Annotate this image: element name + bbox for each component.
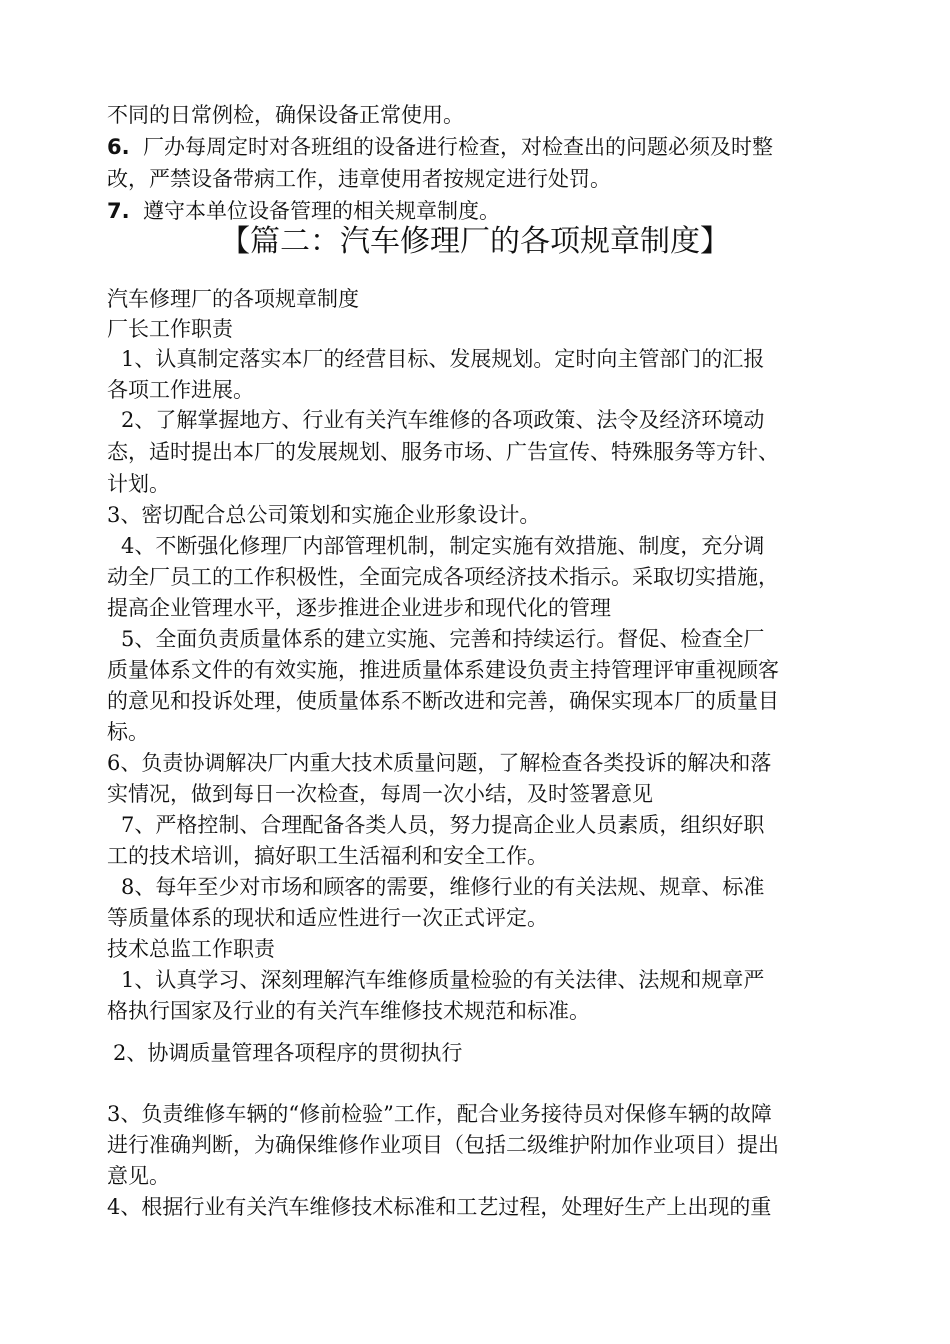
- manager-duty-line: 6、负责协调解决厂内重大技术质量问题，了解检查各类投诉的解决和落: [107, 751, 772, 775]
- manager-duty-line: 质量体系文件的有效实施，推进质量体系建设负责主持管理评审重视顾客: [107, 658, 779, 682]
- manager-duty-line: 工的技术培训，搞好职工生活福利和安全工作。: [107, 844, 548, 868]
- section-title: 【篇二：汽车修理厂的各项规章制度】: [220, 224, 730, 259]
- manager-duty-line: 7、严格控制、合理配备各类人员，努力提高企业人员素质，组织好职: [121, 813, 765, 837]
- item-text: 厂办每周定时对各班组的设备进行检查，对检查出的问题必须及时整: [142, 135, 773, 159]
- manager-duty-line: 2、了解掌握地方、行业有关汽车维修的各项政策、法令及经济环境动: [121, 408, 765, 432]
- tech-heading: 技术总监工作职责: [107, 937, 275, 961]
- manager-duty-line: 3、密切配合总公司策划和实施企业形象设计。: [107, 503, 541, 527]
- manager-duty-line: 等质量体系的现状和适应性进行一次正式评定。: [107, 906, 548, 930]
- manager-duty-line: 的意见和投诉处理，使质量体系不断改进和完善，确保实现本厂的质量目: [107, 689, 779, 713]
- manager-duty-line: 8、每年至少对市场和顾客的需要，维修行业的有关法规、规章、标准: [121, 875, 765, 899]
- item-6-continued: 改，严禁设备带病工作，违章使用者按规定进行处罚。: [107, 167, 611, 191]
- tech-duty-line: 1、认真学习、深刻理解汽车维修质量检验的有关法律、法规和规章严: [121, 968, 765, 992]
- manager-duty-line: 态，适时提出本厂的发展规划、服务市场、广告宣传、特殊服务等方针、: [107, 440, 779, 464]
- item-text: 遵守本单位设备管理的相关规章制度。: [142, 199, 500, 223]
- manager-duty-line: 5、全面负责质量体系的建立实施、完善和持续运行。督促、检查全厂: [121, 627, 765, 651]
- manager-heading: 厂长工作职责: [107, 317, 233, 341]
- manager-duty-line: 4、不断强化修理厂内部管理机制，制定实施有效措施、制度，充分调: [121, 534, 765, 558]
- manager-duty-line: 各项工作进展。: [107, 378, 254, 402]
- document-title: 汽车修理厂的各项规章制度: [107, 287, 359, 311]
- manager-duty-line: 1、认真制定落实本厂的经营目标、发展规划。定时向主管部门的汇报: [121, 347, 765, 371]
- manager-duty-line: 提高企业管理水平，逐步推进企业进步和现代化的管理: [107, 596, 611, 620]
- manager-duty-line: 计划。: [107, 472, 170, 496]
- tech-duty-line: 意见。: [107, 1164, 170, 1188]
- tech-duty-line: 3、负责维修车辆的“修前检验”工作，配合业务接待员对保修车辆的故障: [107, 1102, 772, 1126]
- item-number: 7.: [107, 199, 130, 223]
- list-item-6: [107, 132, 867, 162]
- manager-duty-line: 标。: [107, 720, 149, 744]
- tech-duty-line: 2、协调质量管理各项程序的贯彻执行: [113, 1041, 463, 1065]
- manager-duty-line: 动全厂员工的工作积极性，全面完成各项经济技术指示。采取切实措施，: [107, 565, 779, 589]
- item-number: 6.: [107, 135, 130, 159]
- manager-duty-line: 实情况，做到每日一次检查，每周一次小结，及时签署意见: [107, 782, 653, 806]
- intro-line: 不同的日常例检，确保设备正常使用。: [107, 103, 464, 127]
- tech-duty-line: 进行准确判断，为确保维修作业项目（包括二级维护附加作业项目）提出: [107, 1133, 779, 1157]
- tech-duty-line: 4、根据行业有关汽车维修技术标准和工艺过程，处理好生产上出现的重: [107, 1195, 772, 1219]
- tech-duty-line: 格执行国家及行业的有关汽车维修技术规范和标准。: [107, 999, 590, 1023]
